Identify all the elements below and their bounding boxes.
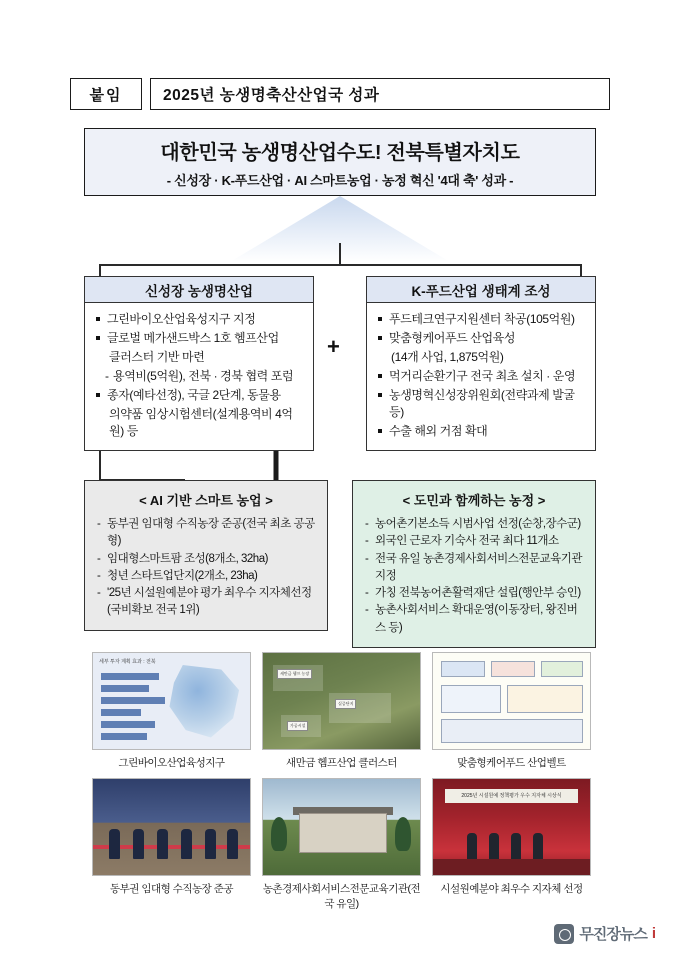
list-item: 농생명혁신성장위원회(전략과제 발굴 등) [377,387,587,421]
box-kfood [366,276,596,451]
ai-list [95,516,317,620]
box-ai-title: < AI 기반 스마트 농업 > [139,493,273,508]
box-new-growth-title: 신성장 농생명산업 [85,277,313,303]
photo-education-institute-building [262,778,421,876]
stage-banner-text: 2025년 시설원예 정책평가 우수 지자체 시상식 [445,789,578,803]
banner-sub-text: - 신성장 · K-푸드산업 · AI 스마트농업 · 농정 혁신 '4대 축' 성과 - [166,172,514,188]
photo-row-1 [92,652,592,778]
list-item: 먹거리순환기구 전국 최초 설치 · 운영 [377,368,587,385]
list-item: - 농어촌기본소득 시범사업 선정(순창,장수군) [363,516,585,533]
stage-floor [433,859,590,875]
photo-vertical-farm-ceremony [92,778,251,876]
map-shape [168,665,242,739]
list-item: - 청년 스타트업단지(2개소, 23ha) [95,568,317,585]
list-item: 수출 해외 거점 확대 [377,423,587,440]
list-item: 글로벌 메가샌드박스 1호 헴프산업 [95,330,305,347]
list-item: (국비확보 전국 1위) [107,604,200,617]
connector-right-drop [580,264,582,276]
list-item: - 용역비(5억원), 전북 · 경북 협력 포럼 [95,368,305,385]
list-item: 의약품 임상시험센터(설계용역비 4억원) 등 [109,407,293,439]
photo-caption: 새만금 헴프산업 클러스터 [286,757,397,769]
photo-cell [262,652,421,778]
photo-row-2 [92,778,592,919]
box-kfood-title: K-푸드산업 생태계 조성 [367,277,595,303]
photo-cell [92,652,251,778]
watermark [554,923,656,944]
list-item: 푸드테크연구지원센터 착공(105억원) [377,311,587,328]
connector-left-drop [99,264,101,276]
list-item: 맞춤형케어푸드 산업육성 [377,330,587,347]
aerial-label: 가공시설 [287,721,308,731]
box-farm-policy [352,480,596,648]
connector-horizontal-top [99,264,581,266]
photo-saemangeum-hemp-cluster [262,652,421,750]
farm-list [363,516,585,637]
list-item: - 임대형스마트팜 조성(8개소, 32ha) [95,551,317,568]
building-graphic [299,813,387,853]
list-item: - 동부권 임대형 수직농장 준공(전국 최초 공공형) [95,516,317,551]
list-item: 그린바이오산업육성지구 지정 [95,311,305,328]
list-item: - 가칭 전북농어촌활력재단 설립(행안부 승인) [363,585,585,602]
photo-caption: 시설원예분야 최우수 지자체 선정 [440,883,583,895]
photo-caption: 농촌경제사회서비스전문교육기관(전국 유일) [262,883,421,910]
connector-vertical-banner [339,243,341,265]
photo-cell [262,778,421,919]
watermark-accent: i [651,925,656,942]
box-new-growth [84,276,314,451]
photo-award-stage [432,778,591,876]
page-title: 2025년 농생명축산산업국 성과 [150,78,610,110]
new-growth-list [95,311,305,440]
photo-caption: 동부권 임대형 수직농장 준공 [110,883,233,895]
plus-symbol: + [327,334,340,359]
header [70,78,610,110]
list-item: - 외국인 근로자 기숙사 전국 최다 11개소 [363,533,585,550]
list-item: - '25년 시설원예분야 평가 최우수 지자체선정 [95,585,317,602]
list-item: - 전국 유일 농촌경제사회서비스전문교육기관 지정 [363,551,585,586]
photo-cell [92,778,251,919]
aerial-label: 실증단지 [335,699,356,709]
box-new-growth-body [85,303,313,450]
box-farm-inner [353,481,595,647]
box-kfood-body [367,303,595,450]
photo-cell [432,778,591,919]
box-ai-inner [85,481,327,630]
photo-caption: 맞춤형케어푸드 산업벨트 [457,757,566,769]
photo-cell [432,652,591,778]
watermark-logo-icon [554,924,574,944]
watermark-text: 무진장뉴스 [579,926,647,943]
photo-care-food-belt [432,652,591,750]
photo-green-bio-district [92,652,251,750]
list-item: (14개 사업, 1,875억원) [391,350,504,365]
box-ai-smart-agriculture [84,480,328,631]
kfood-list [377,311,587,440]
main-banner [84,128,596,196]
photo-caption: 그린바이오산업육성지구 [118,757,225,769]
photo-grid [92,652,592,919]
aerial-label: 새만금 헴프 농장 [277,669,312,679]
banner-main-text: 대한민국 농생명산업수도! 전북특별자치도 [160,141,520,164]
list-item: - 농촌사회서비스 확대운영(이동장터, 왕진버스 등) [363,602,585,637]
chart-title-text: 세부 투자 계획 효과 : 전북 [99,659,156,665]
attachment-label: 붙임 [70,78,142,110]
list-item: 클러스터 기반 마련 [109,350,205,365]
box-farm-title: < 도민과 함께하는 농정 > [402,493,546,508]
list-item: 종자(예타선정), 국글 2단계, 동물용 [95,387,305,404]
